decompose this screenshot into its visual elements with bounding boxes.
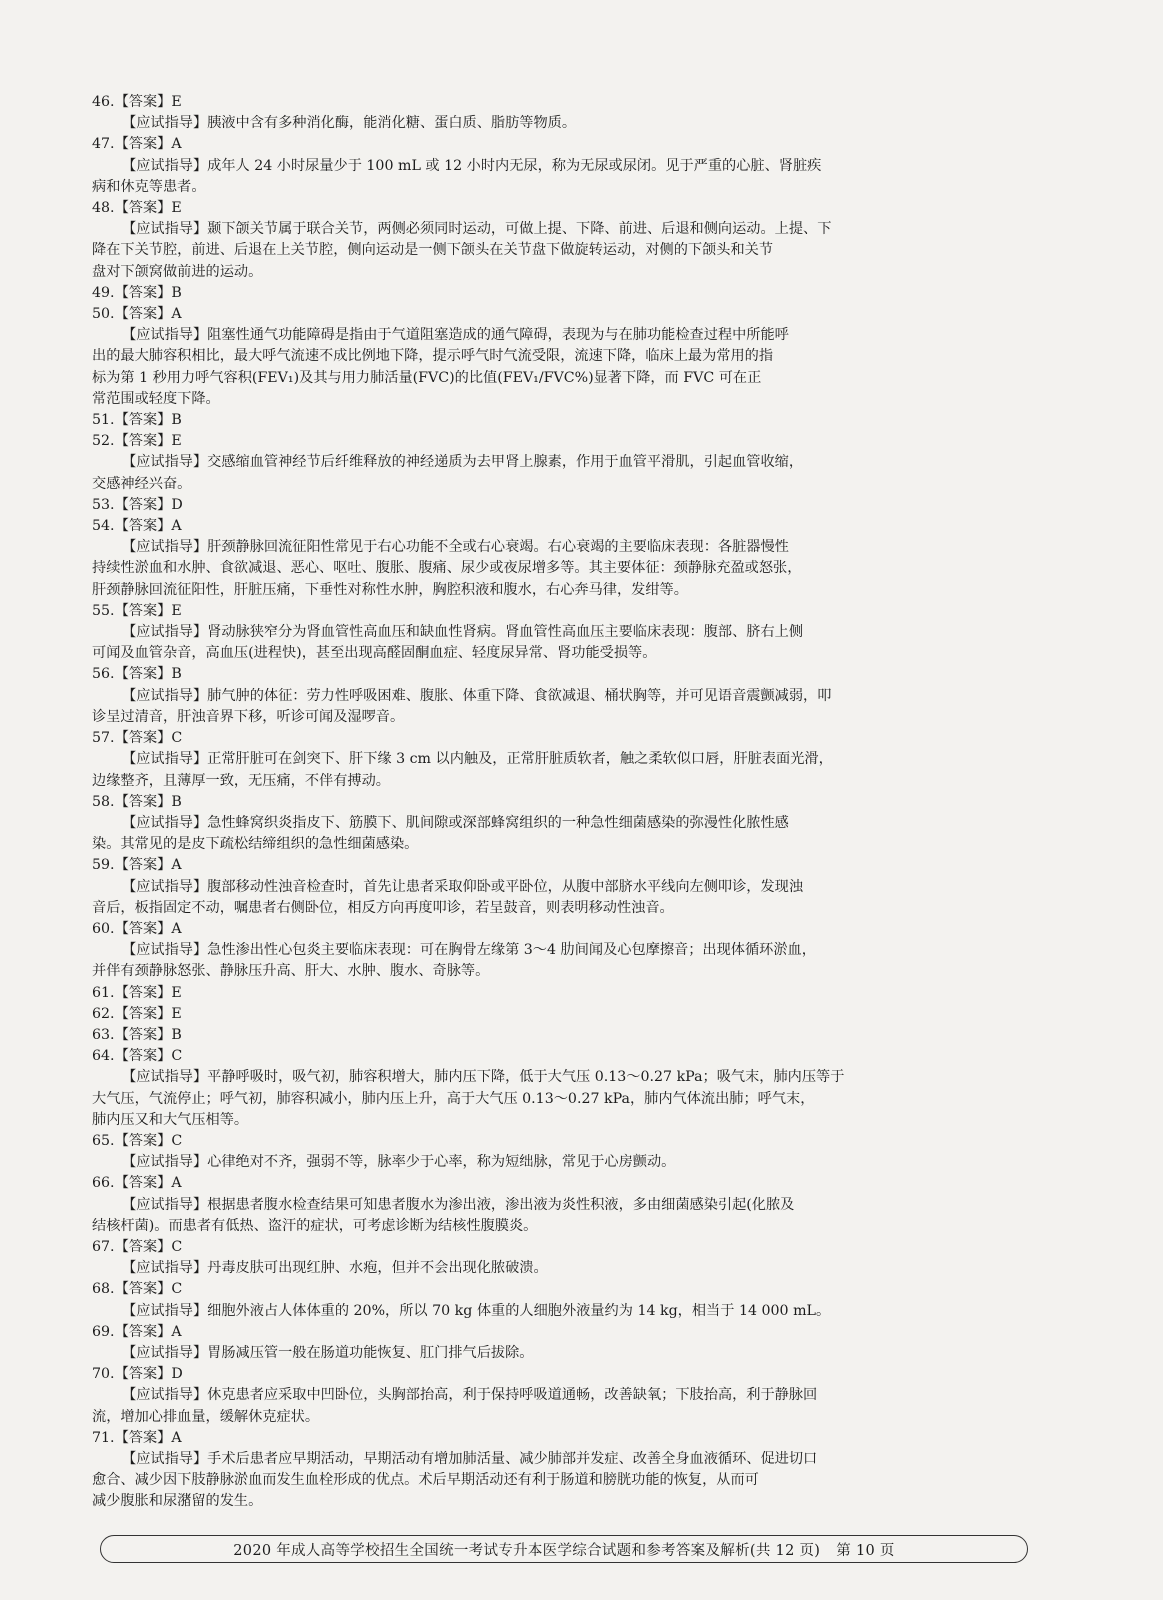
guide-text-continued: 交感神经兴奋。 — [92, 475, 192, 492]
guide-text-continued: 可闻及血管杂音，高血压(进程快)，甚至出现高醛固酮血症、轻度尿异常、肾功能受损等。 — [92, 645, 657, 662]
footer-title: 2020 年成人高等学校招生全国统一考试专升本医学综合试题和参考答案及解析(共 12 页) — [233, 1542, 821, 1559]
guide-text-continued: 肺内压又和大气压相等。 — [92, 1111, 249, 1128]
answer-line: 55.【答案】E — [92, 602, 182, 619]
guide-text-continued: 降在下关节腔，前进、后退在上关节腔，侧向运动是一侧下颌头在关节盘下做旋转运动，对侧的下颌头和关节 — [92, 242, 774, 259]
guide-text-continued: 标为第 1 秒用力呼气容积(FEV₁)及其与用力肺活量(FVC)的比值(FEV₁/FVC%)显著下降，而 FVC 可在正 — [92, 369, 762, 386]
answer-item — [92, 601, 1072, 665]
answer-line: 47.【答案】A — [92, 136, 182, 153]
answer-item — [92, 792, 1072, 856]
guide-text: 【应试指导】细胞外液占人体体重的 20%，所以 70 kg 体重的人细胞外液量约为 14 kg，相当于 14 000 mL。 — [122, 1302, 831, 1319]
answer-line: 63.【答案】B — [92, 1026, 182, 1043]
guide-text-continued: 并伴有颈静脉怒张、静脉压升高、肝大、水肿、腹水、奇脉等。 — [92, 963, 490, 980]
answer-line: 50.【答案】A — [92, 306, 182, 323]
guide-text: 【应试指导】颞下颌关节属于联合关节，两侧必须同时运动，可做上提、下降、前进、后退和侧向运动。上提、下 — [122, 221, 832, 238]
answer-line: 57.【答案】C — [92, 730, 183, 747]
answer-item — [92, 134, 1072, 198]
guide-text-continued: 结核杆菌)。而患者有低热、盗汗的症状，可考虑诊断为结核性腹膜炎。 — [92, 1217, 538, 1234]
guide-text: 【应试指导】丹毒皮肤可出现红肿、水疱，但并不会出现化脓破溃。 — [122, 1260, 548, 1277]
guide-text-continued: 常范围或轻度下降。 — [92, 390, 220, 407]
answer-item — [92, 1004, 1072, 1025]
answer-line: 66.【答案】A — [92, 1175, 182, 1192]
answer-line: 59.【答案】A — [92, 857, 182, 874]
answer-line: 67.【答案】C — [92, 1238, 183, 1255]
page-footer — [100, 1535, 1028, 1563]
guide-text: 【应试指导】心律绝对不齐，强弱不等，脉率少于心率，称为短绌脉，常见于心房颤动。 — [122, 1154, 676, 1171]
answer-item — [92, 1131, 1072, 1173]
answer-list — [92, 92, 1072, 1513]
guide-text-continued: 肝颈静脉回流征阳性，肝脏压痛，下垂性对称性水肿，胸腔积液和腹水，右心奔马律，发绀等。 — [92, 581, 688, 598]
answer-item — [92, 283, 1072, 304]
answer-item — [92, 1046, 1072, 1131]
answer-item — [92, 728, 1072, 792]
guide-text: 【应试指导】交感缩血管神经节后纤维释放的神经递质为去甲肾上腺素，作用于血管平滑肌，引起血管收缩， — [122, 454, 804, 471]
guide-text-continued: 盘对下颌窝做前进的运动。 — [92, 263, 263, 280]
answer-item — [92, 983, 1072, 1004]
answer-line: 46.【答案】E — [92, 94, 182, 110]
guide-text-continued: 出的最大肺容积相比，最大呼气流速不成比例地下降，提示呼气时气流受限，流速下降，临床上最为常用的指 — [92, 348, 774, 365]
guide-text-continued: 持续性淤血和水肿、食欲减退、恶心、呕吐、腹胀、腹痛、尿少或夜尿增多等。其主要体征：颈静脉充盈或怒张， — [92, 560, 802, 577]
answer-item — [92, 198, 1072, 283]
answer-item — [92, 664, 1072, 728]
answer-item — [92, 919, 1072, 983]
answer-item — [92, 410, 1072, 431]
answer-item — [92, 1364, 1072, 1428]
guide-text-continued: 边缘整齐，且薄厚一致，无压痛，不伴有搏动。 — [92, 772, 390, 789]
guide-text: 【应试指导】急性渗出性心包炎主要临床表现：可在胸骨左缘第 3～4 肋间闻及心包摩擦音；出现体循环淤血， — [122, 942, 816, 959]
guide-text: 【应试指导】阻塞性通气功能障碍是指由于气道阻塞造成的通气障碍，表现为与在肺功能检查过程中所能呼 — [122, 327, 789, 344]
answer-line: 70.【答案】D — [92, 1366, 183, 1383]
answer-line: 49.【答案】B — [92, 284, 182, 301]
guide-text: 【应试指导】成年人 24 小时尿量少于 100 mL 或 12 小时内无尿，称为无尿或尿闭。见于严重的心脏、肾脏疾 — [122, 157, 822, 174]
guide-text: 【应试指导】手术后患者应早期活动，早期活动有增加肺活量、减少肺部并发症、改善全身血液循环、促进切口 — [122, 1451, 818, 1467]
answer-item — [92, 304, 1072, 410]
guide-text: 【应试指导】腹部移动性浊音检查时，首先让患者采取仰卧或平卧位，从腹中部脐水平线向左侧叩诊，发现浊 — [122, 878, 804, 895]
guide-text: 【应试指导】休克患者应采取中凹卧位，头胸部抬高，利于保持呼吸道通畅，改善缺氧；下肢抬高，利于静脉回 — [122, 1387, 818, 1404]
guide-text: 【应试指导】胃肠减压管一般在肠道功能恢复、肛门排气后拔除。 — [122, 1344, 534, 1361]
guide-text-continued: 音后，板指固定不动，嘱患者右侧卧位，相反方向再度叩诊，若呈鼓音，则表明移动性浊音。 — [92, 899, 674, 916]
guide-text: 【应试指导】肾动脉狭窄分为肾血管性高血压和缺血性肾病。肾血管性高血压主要临床表现：腹部、脐右上侧 — [122, 624, 804, 641]
answer-item — [92, 1428, 1072, 1513]
answer-line: 60.【答案】A — [92, 920, 182, 937]
answer-item — [92, 516, 1072, 601]
guide-text: 【应试指导】根据患者腹水检查结果可知患者腹水为渗出液，渗出液为炎性积液，多由细菌感染引起(化脓及 — [122, 1196, 795, 1213]
answer-line: 48.【答案】E — [92, 200, 182, 217]
answer-line: 62.【答案】E — [92, 1005, 182, 1022]
answer-item — [92, 1279, 1072, 1321]
footer-page-number: 第 10 页 — [836, 1542, 895, 1559]
answer-line: 58.【答案】B — [92, 793, 182, 810]
answer-item — [92, 1025, 1072, 1046]
guide-text-continued: 诊呈过清音，肝浊音界下移，听诊可闻及湿啰音。 — [92, 708, 405, 725]
answer-line: 68.【答案】C — [92, 1281, 183, 1298]
answer-line: 69.【答案】A — [92, 1323, 182, 1340]
answer-line: 51.【答案】B — [92, 412, 182, 429]
answer-item — [92, 431, 1072, 495]
answer-line: 61.【答案】E — [92, 984, 182, 1001]
answer-line: 64.【答案】C — [92, 1048, 183, 1065]
answer-item — [92, 1173, 1072, 1237]
answer-line: 54.【答案】A — [92, 518, 182, 535]
answer-line: 56.【答案】B — [92, 666, 182, 683]
answer-line: 52.【答案】E — [92, 433, 182, 450]
answer-item — [92, 855, 1072, 919]
guide-text: 【应试指导】急性蜂窝织炎指皮下、筋膜下、肌间隙或深部蜂窝组织的一种急性细菌感染的弥漫性化脓性感 — [122, 814, 789, 831]
guide-text-continued: 愈合、减少因下肢静脉淤血而发生血栓形成的优点。术后早期活动还有利于肠道和膀胱功能的恢复，从而可 — [92, 1472, 759, 1489]
answer-item — [92, 495, 1072, 516]
guide-text-continued: 减少腹胀和尿潴留的发生。 — [92, 1493, 263, 1510]
guide-text: 【应试指导】胰液中含有多种消化酶，能消化糖、蛋白质、脂肪等物质。 — [122, 115, 577, 132]
guide-text: 【应试指导】正常肝脏可在剑突下、肝下缘 3 cm 以内触及，正常肝脏质软者，触之柔软似口唇，肝脏表面光滑， — [122, 751, 833, 768]
guide-text: 【应试指导】肝颈静脉回流征阳性常见于右心功能不全或右心衰竭。右心衰竭的主要临床表现：各脏器慢性 — [122, 539, 789, 556]
answer-line: 65.【答案】C — [92, 1132, 183, 1149]
answer-item — [92, 1322, 1072, 1364]
guide-text: 【应试指导】平静呼吸时，吸气初，肺容积增大，肺内压下降，低于大气压 0.13～0.27 kPa；吸气末，肺内压等于 — [122, 1069, 845, 1086]
answer-item — [92, 92, 1072, 134]
answer-line: 71.【答案】A — [92, 1429, 182, 1446]
answer-item — [92, 1237, 1072, 1279]
guide-text-continued: 染。其常见的是皮下疏松结缔组织的急性细菌感染。 — [92, 836, 419, 853]
guide-text-continued: 流，增加心排血量，缓解休克症状。 — [92, 1408, 320, 1425]
guide-text-continued: 病和休克等患者。 — [92, 178, 206, 195]
guide-text: 【应试指导】肺气肿的体征：劳力性呼吸困难、腹胀、体重下降、食欲减退、桶状胸等，并可见语音震颤减弱，叩 — [122, 687, 832, 704]
answer-line: 53.【答案】D — [92, 496, 183, 513]
guide-text-continued: 大气压，气流停止；呼气初，肺容积减小，肺内压上升，高于大气压 0.13～0.27 kPa，肺内气体流出肺；呼气末， — [92, 1090, 815, 1107]
